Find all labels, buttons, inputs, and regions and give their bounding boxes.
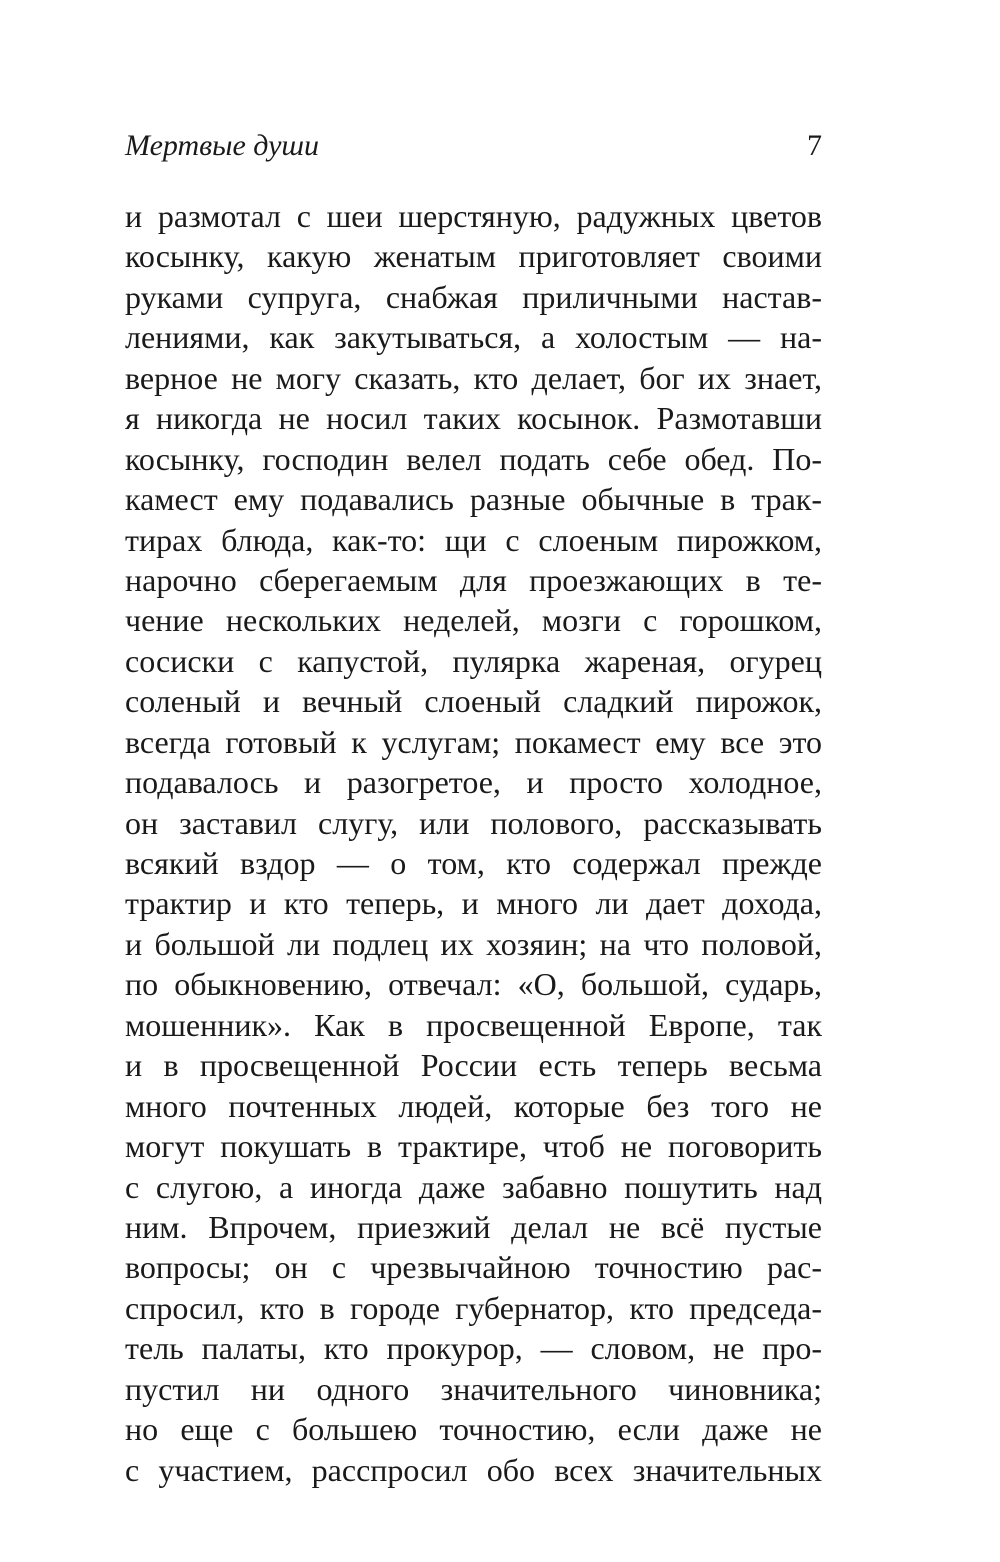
text-line: лениями, как закутываться, а холостым — на-	[125, 319, 822, 356]
text-line: ним. Впрочем, приезжий делал не всё пустые	[125, 1208, 822, 1245]
text-line: спросил, кто в городе губернатор, кто председа-	[125, 1289, 822, 1326]
text-line: тель палаты, кто прокурор, — словом, не про-	[125, 1330, 822, 1367]
text-line: руками супруга, снабжая приличными настав-	[125, 278, 822, 315]
page-number: 7	[807, 129, 822, 162]
text-line: тирах блюда, как-то: щи с слоеным пирожком,	[125, 521, 822, 558]
text-line: и в просвещенной России есть теперь весьма	[125, 1047, 822, 1084]
text-line: по обыкновению, отвечал: «О, большой, сударь,	[125, 966, 822, 1003]
text-line: много почтенных людей, которые без того не	[125, 1087, 822, 1124]
text-line: пустил ни одного значительного чиновника;	[125, 1370, 822, 1407]
body-text	[125, 196, 822, 1490]
text-line: он заставил слугу, или полового, рассказывать	[125, 804, 822, 841]
running-title: Мертвые души	[125, 129, 320, 162]
text-line: но еще с большею точностию, если даже не	[125, 1411, 822, 1448]
text-line: всегда готовый к услугам; покамест ему все это	[125, 723, 822, 760]
text-line: косынку, господин велел подать себе обед. По-	[125, 440, 822, 477]
text-line: и размотал с шеи шерстяную, радужных цветов	[125, 198, 822, 234]
running-head	[125, 124, 822, 168]
text-line: я никогда не носил таких косынок. Размотавши	[125, 400, 822, 437]
text-line: с участием, расспросил обо всех значительных	[125, 1451, 822, 1488]
text-line: косынку, какую женатым приготовляет своими	[125, 238, 822, 275]
text-line: с слугою, а иногда даже забавно пошутить над	[125, 1168, 822, 1205]
text-line: мошенник». Как в просвещенной Европе, так	[125, 1006, 822, 1043]
text-line: верное не могу сказать, кто делает, бог их знает,	[125, 359, 822, 396]
text-line: камест ему подавались разные обычные в трак-	[125, 481, 822, 518]
text-line: трактир и кто теперь, и много ли дает дохода,	[125, 885, 822, 922]
text-line: могут покушать в трактире, чтоб не поговорить	[125, 1128, 822, 1165]
text-line: вопросы; он с чрезвычайною точностию рас-	[125, 1249, 822, 1286]
text-line: чение нескольких неделей, мозги с горошком,	[125, 602, 822, 639]
text-line: всякий вздор — о том, кто содержал прежде	[125, 845, 822, 881]
text-line: и большой ли подлец их хозяин; на что половой,	[125, 925, 822, 962]
text-line: соленый и вечный слоеный сладкий пирожок,	[125, 683, 822, 720]
text-line: нарочно сберегаемым для проезжающих в те-	[125, 561, 822, 598]
text-line: подавалось и разогретое, и просто холодное,	[125, 764, 822, 801]
text-line: сосиски с капустой, пулярка жареная, огурец	[125, 642, 822, 679]
